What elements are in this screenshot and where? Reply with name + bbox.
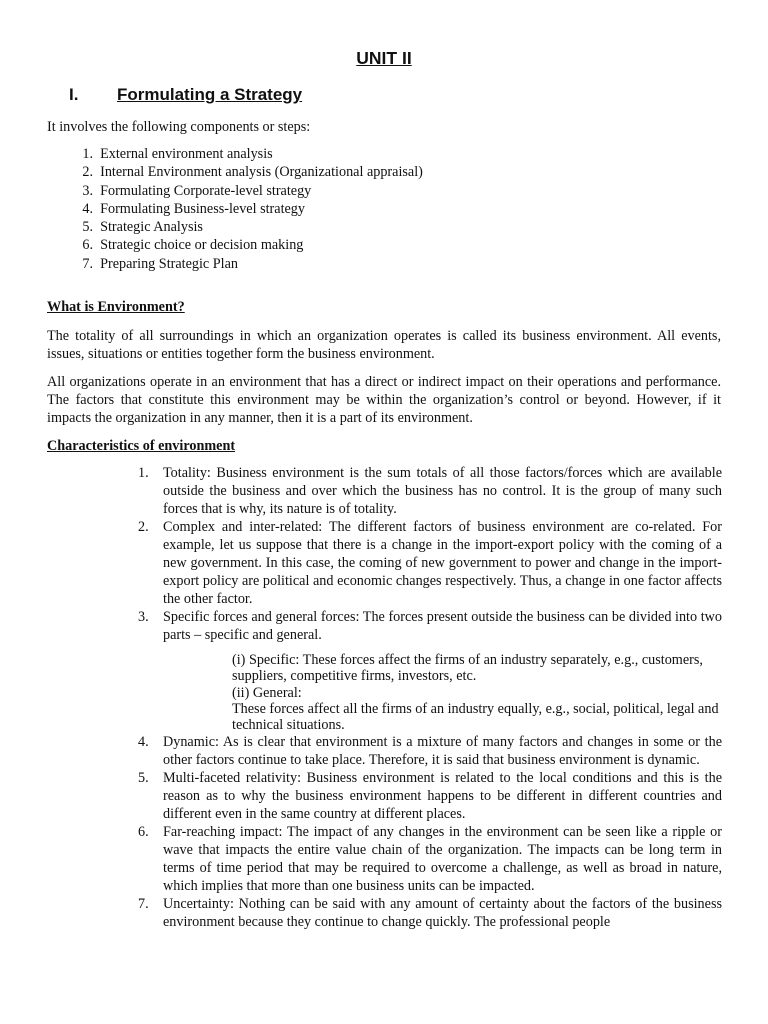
sub-item-general: These forces affect all the firms of an industry equally, e.g., social, political, legal and technical situations. [232, 700, 719, 734]
item-number: 2. [82, 164, 93, 181]
item-text: Multi-faceted relativity: Business environment is related to the local conditions and this is the reason as to why the business environment happens to be different in different countries and different even in the same country at different places. [163, 770, 722, 823]
item-number: 4. [82, 200, 93, 217]
sub-item-general-label: (ii) General: [232, 684, 302, 701]
environment-paragraph-2: All organizations operate in an environment that has a direct or indirect impact on their operations and performance. The factors that constitute this environment may be within the organization’s control or beyond. However, if it impacts the organization in any manner, then it is a part of its environment. [47, 374, 721, 426]
characteristics-heading: Characteristics of environment [47, 438, 236, 454]
list-item [138, 769, 722, 823]
item-number: 5. [138, 770, 149, 787]
item-number: 3. [82, 182, 93, 199]
page-title: UNIT II [356, 48, 412, 68]
characteristics-list [138, 464, 722, 931]
item-text: Preparing Strategic Plan [100, 255, 238, 272]
list-item [138, 608, 722, 644]
item-number: 4. [138, 734, 149, 751]
list-item [47, 236, 547, 254]
item-text: Formulating Corporate-level strategy [100, 182, 312, 199]
item-number: 3. [138, 609, 149, 625]
item-number: 6. [82, 237, 93, 254]
list-item [138, 464, 722, 518]
item-text: Dynamic: As is clear that environment is a mixture of many factors and changes in some or the other factors continue to take place. Therefore, it is said that business environment is dynamic. [163, 734, 722, 769]
item-number: 1. [138, 465, 149, 481]
item-text: Uncertainty: Nothing can be said with any amount of certainty about the factors of the business environment because they continue to change quickly. The professional people [163, 896, 722, 931]
item-text: Strategic choice or decision making [100, 237, 304, 254]
section-number: I. [69, 85, 79, 104]
item-text: Totality: Business environment is the sum totals of all those factors/forces which are available outside the business and over which the business has no control. It is the group of many such forces that is why, its nature is of totality. [163, 465, 722, 517]
item-number: 7. [138, 896, 149, 913]
list-item [138, 733, 722, 769]
steps-list [47, 145, 547, 273]
item-text: Specific forces and general forces: The forces present outside the business can be divided into two parts – specific and general. [163, 609, 722, 643]
item-number: 2. [138, 519, 149, 535]
item-text: Complex and inter-related: The different factors of business environment are co-related. For example, let us suppose that there is a change in the import-export policy with the coming of a new government. In this case, the coming of new government to power and change in the import-export policy are political and economic changes respectively. Thus, a change in one factor affects the other factor. [163, 519, 722, 607]
list-item [47, 145, 547, 163]
item-number: 5. [82, 219, 93, 236]
list-item [138, 895, 722, 931]
environment-paragraph-1: The totality of all surroundings in which an organization operates is called its business environment. All events, issues, situations or entities together form the business environment. [47, 328, 721, 362]
item-number: 1. [82, 146, 93, 162]
sub-list [138, 644, 722, 733]
list-item [138, 823, 722, 895]
list-item [47, 163, 547, 181]
sub-item-specific: (i) Specific: These forces affect the firms of an industry separately, e.g., customers, suppliers, competitive firms, investors, etc. [232, 652, 703, 685]
item-text: Far-reaching impact: The impact of any changes in the environment can be seen like a ripple or wave that impacts the entire value chain of the organization. The impacts can be long term in terms of time period that may be required to overcome a challenge, as well as broad in nature, which implies that more than one business units can be impacted. [163, 824, 722, 895]
list-item [47, 200, 547, 218]
list-item [47, 255, 547, 273]
environment-heading: What is Environment? [47, 299, 185, 315]
section-title: Formulating a Strategy [117, 85, 303, 104]
item-number: 6. [138, 824, 149, 841]
item-text: Strategic Analysis [100, 219, 203, 236]
list-item [47, 182, 547, 200]
item-text: Formulating Business-level strategy [100, 200, 305, 217]
item-number: 7. [82, 255, 93, 272]
list-item [47, 218, 547, 236]
item-text: External environment analysis [100, 146, 273, 162]
intro-text: It involves the following components or steps: [47, 119, 311, 135]
item-text: Internal Environment analysis (Organizational appraisal) [100, 164, 423, 181]
list-item [138, 518, 722, 608]
